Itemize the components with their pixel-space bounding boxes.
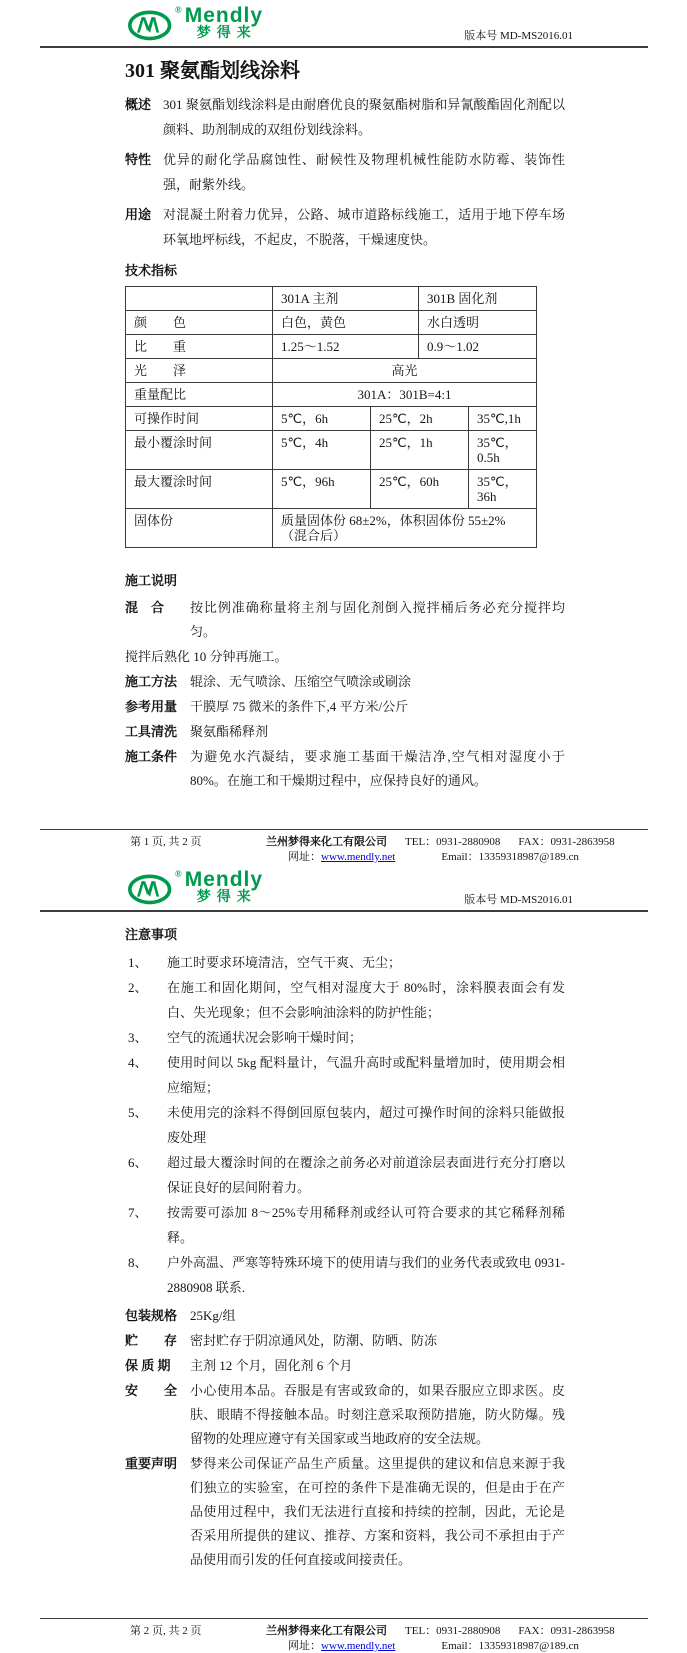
row-label: 可操作时间 [126, 407, 273, 430]
specs-heading: 技术指标 [125, 263, 178, 278]
note-text: 户外高温、严寒等特殊环境下的使用请与我们的业务代表或致电 0931-2880908 联系. [167, 1255, 565, 1295]
usage-label: 用途 [125, 207, 152, 222]
cell-25c: 25℃，2h [371, 407, 469, 430]
logo-wordmark [185, 870, 263, 905]
note-number: 7、 [128, 1205, 148, 1220]
cell-25c: 25℃，1h [371, 431, 469, 469]
condition-text: 为避免水汽凝结，要求施工基面干燥洁净,空气相对湿度小于 80%。在施工和干燥期过程中，应保持良好的通风。 [190, 749, 565, 788]
note-text: 在施工和固化期间，空气相对湿度大于 80%时，涂料膜表面会有发白、失光现象；但不会影响油涂料的防护性能； [167, 980, 565, 1020]
notes-heading: 注意事项 [125, 927, 178, 942]
note-item-8 [125, 1250, 565, 1300]
note-number: 3、 [128, 1030, 148, 1045]
row-label: 最小覆涂时间 [126, 431, 273, 469]
spec-header-301b: 301B 固化剂 [427, 291, 498, 306]
company-tel: TEL：0931-2880908 [405, 836, 501, 848]
mendly-logo [128, 6, 263, 44]
company-fax: FAX：0931-2863958 [518, 1625, 615, 1637]
row-clean [125, 720, 565, 744]
note-item-4 [125, 1050, 565, 1100]
note-text: 施工时要求环境清洁，空气干爽、无尘； [167, 955, 402, 970]
overview-text: 301 聚氨酯划线涂料是由耐磨优良的聚氨酯树脂和异氰酸酯固化剂配以颜料、助剂制成的双组份划线涂料。 [163, 97, 565, 137]
cell-301b: 水白透明 [427, 315, 480, 330]
cell-merged: 高光 [391, 363, 418, 378]
note-item-3 [125, 1025, 565, 1050]
website-label: 网址： [288, 1640, 321, 1652]
registered-trademark-icon: ® [175, 5, 182, 15]
website-link[interactable]: www.mendly.net [321, 851, 396, 863]
logo-wordmark [185, 6, 263, 41]
header-divider [40, 910, 648, 912]
note-number: 8、 [128, 1255, 148, 1270]
row-condition [125, 745, 565, 793]
cell-merged: 301A：301B=4:1 [357, 387, 452, 402]
page-2 [0, 864, 687, 1653]
row-statement [125, 1452, 565, 1572]
company-email: Email：13359318987@189.cn [441, 1640, 579, 1652]
mix-text-2: 搅拌后熟化 10 分钟再施工。 [125, 649, 288, 664]
spec-row-color [126, 311, 536, 335]
note-item-5 [125, 1100, 565, 1150]
dosage-label: 参考用量 [125, 699, 178, 714]
packing-text: 25Kg/组 [190, 1308, 236, 1323]
website-label: 网址： [288, 851, 321, 863]
row-dosage [125, 695, 565, 719]
method-label: 施工方法 [125, 674, 178, 689]
packing-label: 包装规格 [125, 1308, 178, 1323]
footer-divider [40, 1618, 648, 1619]
usage-text: 对混凝土附着力优异，公路、城市道路标线施工，适用于地下停车场环氧地坪标线，不起皮，不脱落，干燥速度快。 [163, 207, 565, 247]
logo-name-cn: 梦得来 [196, 26, 257, 41]
page2-footer [0, 1618, 687, 1653]
safety-label: 安 全 [125, 1383, 178, 1398]
note-number: 2、 [128, 980, 148, 995]
mendly-emblem-icon [128, 872, 175, 905]
statement-text: 梦得来公司保证产品生产质量。这里提供的建议和信息来源于我们独立的实验室，在可控的条件下是准确无误的，但是由于在产品使用过程中，我们无法进行直接和持续的控制，因此，无论是否采用所提供的建议、推荐、方案和资料，我公司不承担由于产品使用而引发的任何直接或间接责任。 [190, 1456, 565, 1567]
cell-5c: 5℃，4h [273, 431, 371, 469]
company-name: 兰州梦得来化工有限公司 [266, 836, 387, 848]
feature-label: 特性 [125, 152, 152, 167]
row-packing [125, 1304, 565, 1328]
section-usage [125, 202, 565, 252]
storage-label: 贮 存 [125, 1333, 178, 1348]
overview-label: 概述 [125, 97, 152, 112]
row-label: 固体份 [126, 509, 273, 547]
cell-merged: 质量固体份 68±2%，体积固体份 55±2%（混合后） [281, 513, 506, 543]
spec-header-301a: 301A 主剂 [273, 287, 419, 310]
statement-label: 重要声明 [125, 1456, 178, 1471]
clean-text: 聚氨酯稀释剂 [190, 724, 269, 739]
page2-header [0, 864, 687, 910]
company-tel: TEL：0931-2880908 [405, 1625, 501, 1637]
note-item-7 [125, 1200, 565, 1250]
spec-row-potlife [126, 407, 536, 431]
row-label: 光 泽 [126, 359, 273, 382]
footer-divider [40, 829, 648, 830]
note-number: 4、 [128, 1055, 148, 1070]
cell-35c: 35℃,1h [477, 411, 521, 426]
mendly-logo [128, 870, 263, 908]
note-item-2 [125, 975, 565, 1025]
company-email: Email：13359318987@189.cn [441, 851, 579, 863]
spec-header-row [126, 287, 536, 311]
note-text: 使用时间以 5kg 配料量计，气温升高时或配料量增加时，使用期会相应缩短； [167, 1055, 565, 1095]
note-text: 按需要可添加 8～25%专用稀释剂或经认可符合要求的其它稀释剂稀释。 [167, 1205, 565, 1245]
note-item-1 [125, 950, 565, 975]
note-number: 5、 [128, 1105, 148, 1120]
website-row [288, 1639, 395, 1653]
page2-content [0, 926, 687, 1572]
row-method [125, 670, 565, 694]
note-number: 1、 [128, 955, 148, 970]
row-storage [125, 1329, 565, 1353]
version-label: 版本号 MD-MS2016.01 [464, 30, 573, 42]
shelf-life-text: 主剂 12 个月，固化剂 6 个月 [190, 1358, 353, 1373]
row-label: 比 重 [126, 335, 273, 358]
spec-row-solids [126, 509, 536, 547]
cell-35c: 35℃，36h [477, 474, 518, 504]
page-number: 第 1 页, 共 2 页 [130, 836, 202, 848]
spec-header-empty [126, 287, 273, 310]
mix-text: 按比例准确称量将主剂与固化剂倒入搅拌桶后务必充分搅拌均匀。 [190, 600, 565, 639]
logo-name-en: Mendly [184, 868, 264, 891]
spec-row-min-recoat [126, 431, 536, 470]
page-number: 第 2 页, 共 2 页 [130, 1625, 202, 1637]
dosage-text: 干膜厚 75 微米的条件下,4 平方米/公斤 [190, 699, 409, 714]
note-text: 超过最大覆涂时间的在覆涂之前务必对前道涂层表面进行充分打磨以保证良好的层间附着力。 [167, 1155, 565, 1195]
note-number: 6、 [128, 1155, 148, 1170]
page1-content [0, 58, 687, 793]
company-name: 兰州梦得来化工有限公司 [266, 1625, 387, 1637]
condition-label: 施工条件 [125, 749, 178, 764]
cell-25c: 25℃，60h [371, 470, 469, 508]
row-label: 重量配比 [126, 383, 273, 406]
construction-heading: 施工说明 [125, 573, 178, 588]
row-mix [125, 596, 565, 644]
row-label: 最大覆涂时间 [126, 470, 273, 508]
spec-row-gravity [126, 335, 536, 359]
row-safety [125, 1379, 565, 1451]
note-text: 空气的流通状况会影响干燥时间； [167, 1030, 363, 1045]
row-label: 颜 色 [126, 311, 273, 334]
logo-name-cn: 梦得来 [196, 890, 257, 905]
website-row [288, 850, 395, 864]
mendly-emblem-icon [128, 8, 175, 41]
spec-row-max-recoat [126, 470, 536, 509]
page-title: 301 聚氨酯划线涂料 [125, 60, 300, 82]
logo-name-en: Mendly [184, 4, 264, 27]
cell-301a: 白色，黄色 [273, 311, 419, 334]
page1-footer [0, 829, 687, 864]
spec-row-ratio [126, 383, 536, 407]
note-item-6 [125, 1150, 565, 1200]
safety-text: 小心使用本品。吞服是有害或致命的，如果吞服应立即求医。皮肤、眼睛不得接触本品。时刻注意采取预防措施，防火防爆。残留物的处理应遵守有关国家或当地政府的安全法规。 [190, 1383, 565, 1446]
spec-row-gloss [126, 359, 536, 383]
spec-table [125, 286, 537, 548]
method-text: 辊涂、无气喷涂、压缩空气喷涂或刷涂 [190, 674, 412, 689]
website-link[interactable]: www.mendly.net [321, 1640, 396, 1652]
section-feature [125, 147, 565, 197]
section-overview [125, 92, 565, 142]
shelf-life-label: 保 质 期 [125, 1358, 171, 1373]
mix-label: 混 合 [125, 600, 165, 615]
header-divider [40, 46, 648, 48]
storage-text: 密封贮存于阴凉通风处，防潮、防晒、防冻 [190, 1333, 438, 1348]
cell-5c: 5℃，96h [273, 470, 371, 508]
company-fax: FAX：0931-2863958 [518, 836, 615, 848]
cell-301b: 0.9～1.02 [427, 339, 480, 354]
cell-301a: 1.25～1.52 [273, 335, 419, 358]
note-text: 未使用完的涂料不得倒回原包装内，超过可操作时间的涂料只能做报废处理 [167, 1105, 565, 1145]
cell-35c: 35℃，0.5h [477, 435, 518, 465]
clean-label: 工具清洗 [125, 724, 178, 739]
registered-trademark-icon: ® [175, 869, 182, 879]
cell-5c: 5℃，6h [273, 407, 371, 430]
page1-header [0, 0, 687, 46]
row-shelf-life [125, 1354, 565, 1378]
version-label: 版本号 MD-MS2016.01 [464, 894, 573, 906]
feature-text: 优异的耐化学品腐蚀性、耐候性及物理机械性能防水防霉、装饰性强，耐紫外线。 [163, 152, 565, 192]
